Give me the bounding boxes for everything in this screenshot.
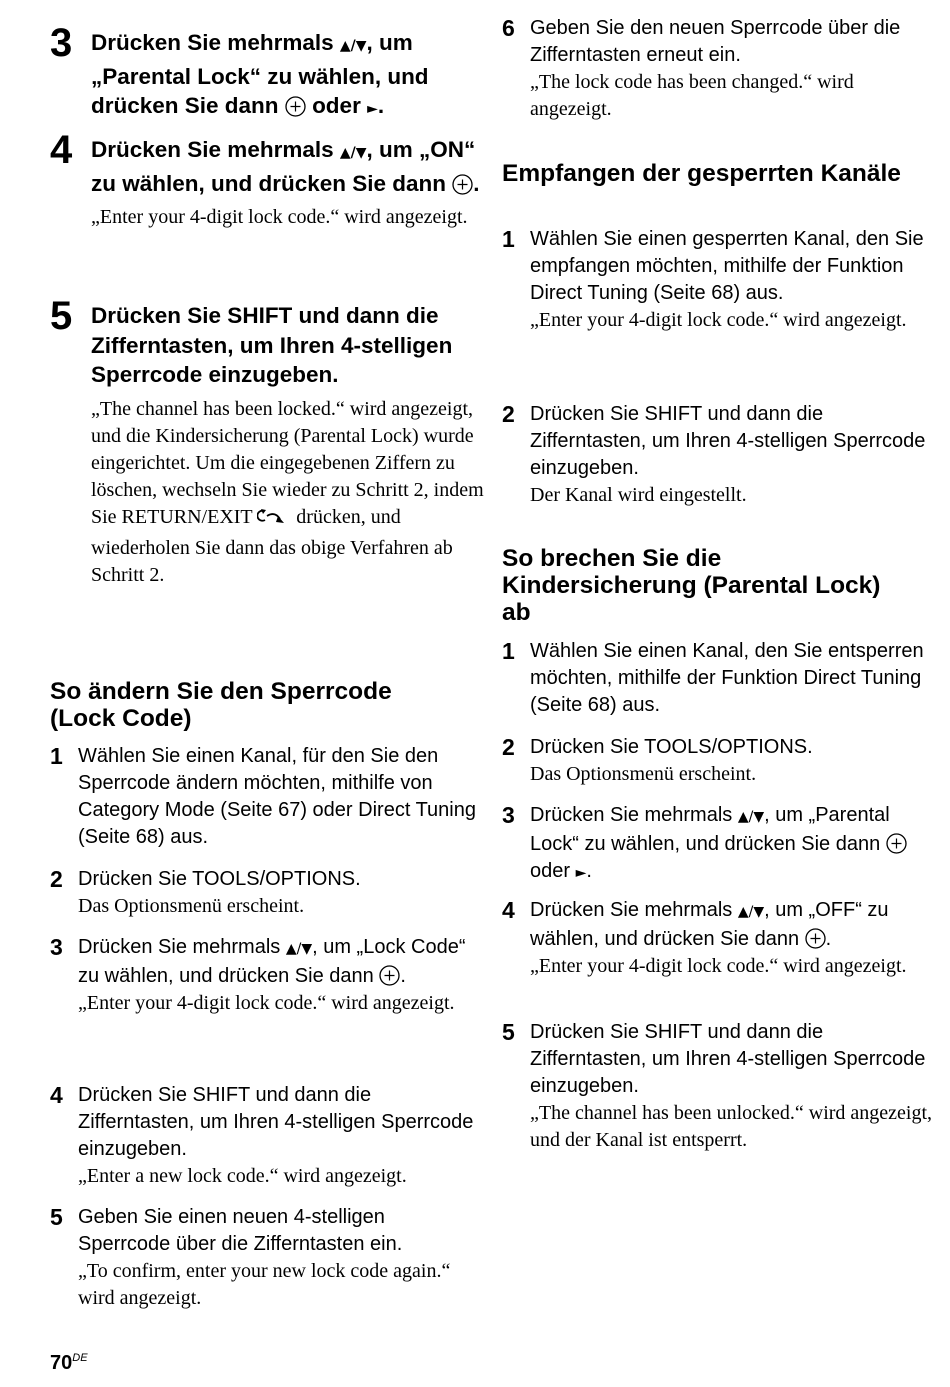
step-instruction: Wählen Sie einen Kanal, für den Sie den Sperrcode ändern möchten, mithilfe von Category Mode (Seite 67) oder Direct Tuning (Seite 68) aus. <box>78 745 476 848</box>
enter-button-icon <box>886 833 907 854</box>
step-number: 4 <box>502 897 515 923</box>
right-arrow-icon: ► <box>367 101 378 117</box>
step-number: 2 <box>502 401 515 427</box>
enter-button-icon <box>805 928 826 949</box>
step-instruction: Drücken Sie SHIFT und dann die Zifferntasten, um Ihren 4-stelligen Sperrcode einzugeben. <box>530 1021 926 1097</box>
enter-button-icon <box>379 965 400 986</box>
step-instruction: Drücken Sie TOOLS/OPTIONS. <box>530 736 813 758</box>
step-number: 1 <box>502 638 515 664</box>
step-note: Das Optionsmenü erscheint. <box>78 895 305 917</box>
step-note: „Enter your 4-digit lock code.“ wird angezeigt. <box>78 992 455 1014</box>
change-step-3 <box>50 934 478 1017</box>
step-instruction: Wählen Sie einen gesperrten Kanal, den Sie empfangen möchten, mithilfe der Funktion Direct Tuning (Seite 68) aus. <box>530 228 924 304</box>
cancel-step-5 <box>502 1019 935 1154</box>
step-instruction: Drücken Sie SHIFT und dann die Zifferntasten, um Ihren 4-stelligen Sperrcode einzugeben. <box>78 1084 474 1160</box>
step-instruction: Drücken Sie TOOLS/OPTIONS. <box>78 868 361 890</box>
step-instruction: Wählen Sie einen Kanal, den Sie entsperren möchten, mithilfe der Funktion Direct Tuning (Seite 68) aus. <box>530 640 924 716</box>
step-instruction: Drücken Sie mehrmals ▲/▼, um „OFF“ zu wählen, und drücken Sie dann . <box>530 899 889 950</box>
step-note: „The lock code has been changed.“ wird angezeigt. <box>530 71 854 120</box>
change-step-2 <box>50 866 478 920</box>
return-icon <box>257 507 291 535</box>
enter-button-icon <box>285 96 306 117</box>
step-number: 1 <box>502 226 515 252</box>
step-number: 3 <box>502 802 515 828</box>
step-note: Das Optionsmenü erscheint. <box>530 763 757 785</box>
step-number: 5 <box>50 294 73 338</box>
up-down-arrow-icon: ▲/▼ <box>339 38 367 54</box>
step-number: 2 <box>502 734 515 760</box>
right-arrow-icon: ► <box>575 865 587 881</box>
step-number: 4 <box>50 128 73 172</box>
step-note: „The channel has been locked.“ wird angezeigt, und die Kindersicherung (Parental Lock) wurde eingerichtet. Um die eingegebenen Ziffern zu löschen, wechseln Sie wieder zu Schritt 2, indem Sie RETURN/EXIT drücken, und wiederholen Sie dann das obige Verfahren ab Schritt 2. <box>91 397 484 586</box>
section-heading-receive-locked: Empfangen der gesperrten Kanäle <box>502 160 901 187</box>
step-number: 3 <box>50 934 63 960</box>
page-number: 70DE <box>50 1352 88 1374</box>
cancel-step-3 <box>502 802 935 887</box>
change-step-6 <box>502 15 935 123</box>
locale-marker: DE <box>72 1352 88 1364</box>
step-instruction: Drücken Sie mehrmals ▲/▼, um „Parental Lock“ zu wählen, und drücken Sie dann oder ►. <box>91 30 429 118</box>
change-step-5 <box>50 1204 478 1312</box>
step-number: 5 <box>50 1204 63 1230</box>
step-note: „Enter your 4-digit lock code.“ wird angezeigt. <box>530 309 907 331</box>
step-number: 1 <box>50 743 63 769</box>
section-heading-cancel-parental-lock: So brechen Sie die Kindersicherung (Parental Lock) ab <box>502 545 881 626</box>
cancel-step-2 <box>502 734 935 788</box>
enter-button-icon <box>452 174 473 195</box>
step-note: „Enter your 4-digit lock code.“ wird angezeigt. <box>530 955 907 977</box>
step-number: 4 <box>50 1082 63 1108</box>
step-instruction: Drücken Sie mehrmals ▲/▼, um „Lock Code“ zu wählen, und drücken Sie dann . <box>78 936 466 987</box>
step-instruction: Geben Sie einen neuen 4-stelligen Sperrcode über die Zifferntasten ein. <box>78 1206 403 1255</box>
step-instruction: Drücken Sie SHIFT und dann die Zifferntasten, um Ihren 4-stelligen Sperrcode einzugeben. <box>530 403 926 479</box>
step-instruction: Drücken Sie mehrmals ▲/▼, um „ON“ zu wählen, und drücken Sie dann . <box>91 137 480 196</box>
up-down-arrow-icon: ▲/▼ <box>737 904 765 920</box>
step-note: „The channel has been unlocked.“ wird angezeigt, und der Kanal ist entsperrt. <box>530 1102 933 1151</box>
step-instruction: Drücken Sie mehrmals ▲/▼, um „Parental Lock“ zu wählen, und drücken Sie dann oder ►. <box>530 802 935 887</box>
step-number: 3 <box>50 21 73 65</box>
receive-step-2 <box>502 401 935 509</box>
step-note: „To confirm, enter your new lock code again.“ wird angezeigt. <box>78 1260 451 1309</box>
change-step-4 <box>50 1082 478 1190</box>
step-instruction: Drücken Sie SHIFT und dann die Zifferntasten, um Ihren 4-stelligen Sperrcode einzugeben. <box>91 303 453 387</box>
up-down-arrow-icon: ▲/▼ <box>285 941 313 957</box>
change-step-1 <box>50 743 478 851</box>
step-note: „Enter a new lock code.“ wird angezeigt. <box>78 1165 407 1187</box>
step-5-enter-code <box>50 294 501 589</box>
step-instruction: Geben Sie den neuen Sperrcode über die Zifferntasten erneut ein. <box>530 17 901 66</box>
step-number: 2 <box>50 866 63 892</box>
step-number: 5 <box>502 1019 515 1045</box>
up-down-arrow-icon: ▲/▼ <box>339 145 367 161</box>
section-heading-change-lock-code: So ändern Sie den Sperrcode (Lock Code) <box>50 678 392 732</box>
receive-step-1 <box>502 226 935 334</box>
up-down-arrow-icon: ▲/▼ <box>737 809 765 825</box>
cancel-step-1 <box>502 638 935 719</box>
step-note: „Enter your 4-digit lock code.“ wird angezeigt. <box>91 206 468 228</box>
cancel-step-4 <box>502 897 935 980</box>
step-number: 6 <box>502 15 515 41</box>
step-4-on <box>50 128 501 231</box>
step-3-parental-lock <box>50 21 501 125</box>
step-note: Der Kanal wird eingestellt. <box>530 484 747 506</box>
